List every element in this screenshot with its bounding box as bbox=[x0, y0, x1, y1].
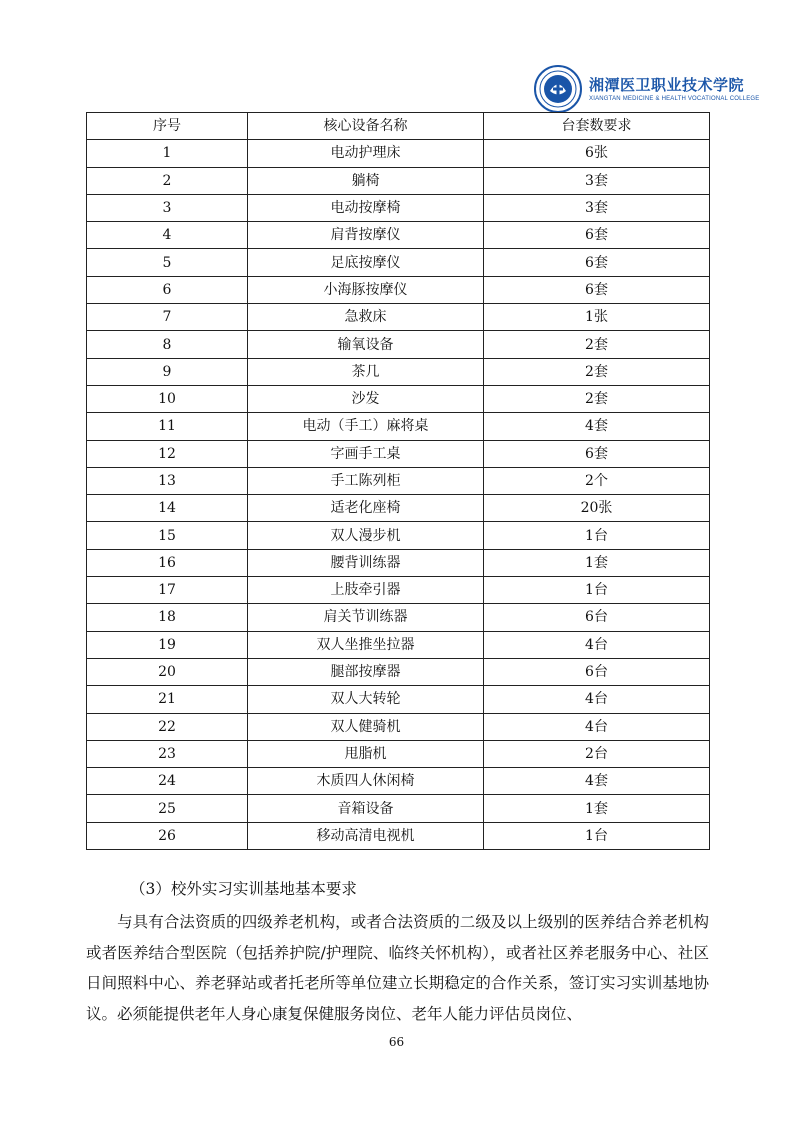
table-row bbox=[87, 768, 710, 795]
table-row bbox=[87, 495, 710, 522]
equipment-table bbox=[86, 112, 710, 850]
equipment-name-cell: 足底按摩仪 bbox=[248, 249, 484, 276]
equipment-name-cell: 手工陈列柜 bbox=[248, 467, 484, 494]
table-row bbox=[87, 304, 710, 331]
quantity-cell: 4台 bbox=[484, 631, 710, 658]
serial-number-cell: 12 bbox=[87, 440, 248, 467]
equipment-name-cell: 茶几 bbox=[248, 358, 484, 385]
equipment-name-cell: 电动（手工）麻将桌 bbox=[248, 413, 484, 440]
table-row bbox=[87, 413, 710, 440]
equipment-name-cell: 腿部按摩器 bbox=[248, 658, 484, 685]
quantity-cell: 6套 bbox=[484, 440, 710, 467]
equipment-name-cell: 适老化座椅 bbox=[248, 495, 484, 522]
serial-number-cell: 24 bbox=[87, 768, 248, 795]
table-row bbox=[87, 631, 710, 658]
table-row bbox=[87, 740, 710, 767]
quantity-cell: 20张 bbox=[484, 495, 710, 522]
table-row bbox=[87, 249, 710, 276]
table-row bbox=[87, 140, 710, 167]
table-row bbox=[87, 440, 710, 467]
quantity-cell: 6套 bbox=[484, 249, 710, 276]
serial-number-cell: 1 bbox=[87, 140, 248, 167]
serial-number-cell: 3 bbox=[87, 194, 248, 221]
equipment-name-cell: 躺椅 bbox=[248, 167, 484, 194]
table-row bbox=[87, 276, 710, 303]
table-body bbox=[87, 140, 710, 850]
serial-number-cell: 13 bbox=[87, 467, 248, 494]
equipment-name-cell: 双人坐推坐拉器 bbox=[248, 631, 484, 658]
table-row bbox=[87, 577, 710, 604]
quantity-cell: 6套 bbox=[484, 276, 710, 303]
table-row bbox=[87, 713, 710, 740]
equipment-name-cell: 肩关节训练器 bbox=[248, 604, 484, 631]
serial-number-cell: 14 bbox=[87, 495, 248, 522]
table-header-row bbox=[87, 113, 710, 140]
serial-number-cell: 22 bbox=[87, 713, 248, 740]
quantity-cell: 2套 bbox=[484, 385, 710, 412]
equipment-name-cell: 小海豚按摩仪 bbox=[248, 276, 484, 303]
serial-number-cell: 8 bbox=[87, 331, 248, 358]
quantity-cell: 6台 bbox=[484, 658, 710, 685]
equipment-name-cell: 腰背训练器 bbox=[248, 549, 484, 576]
equipment-name-cell: 上肢牵引器 bbox=[248, 577, 484, 604]
college-logo bbox=[533, 64, 760, 114]
serial-number-cell: 11 bbox=[87, 413, 248, 440]
quantity-cell: 6套 bbox=[484, 222, 710, 249]
serial-number-cell: 16 bbox=[87, 549, 248, 576]
quantity-cell: 1台 bbox=[484, 822, 710, 849]
serial-number-cell: 23 bbox=[87, 740, 248, 767]
quantity-cell: 1套 bbox=[484, 549, 710, 576]
serial-number-cell: 7 bbox=[87, 304, 248, 331]
serial-number-cell: 21 bbox=[87, 686, 248, 713]
header-quantity-requirement: 台套数要求 bbox=[484, 113, 710, 140]
equipment-name-cell: 电动护理床 bbox=[248, 140, 484, 167]
equipment-name-cell: 双人漫步机 bbox=[248, 522, 484, 549]
table-row bbox=[87, 222, 710, 249]
table-row bbox=[87, 795, 710, 822]
table-row bbox=[87, 686, 710, 713]
quantity-cell: 2套 bbox=[484, 331, 710, 358]
college-emblem-icon bbox=[533, 64, 583, 114]
equipment-name-cell: 双人大转轮 bbox=[248, 686, 484, 713]
quantity-cell: 4套 bbox=[484, 413, 710, 440]
table-row bbox=[87, 331, 710, 358]
table-row bbox=[87, 522, 710, 549]
serial-number-cell: 5 bbox=[87, 249, 248, 276]
quantity-cell: 1张 bbox=[484, 304, 710, 331]
table-row bbox=[87, 194, 710, 221]
table-row bbox=[87, 549, 710, 576]
page-number: 66 bbox=[388, 1035, 405, 1049]
college-name-english: XIANGTAN MEDICINE & HEALTH VOCATIONAL COLLEGE bbox=[589, 96, 760, 102]
serial-number-cell: 17 bbox=[87, 577, 248, 604]
serial-number-cell: 15 bbox=[87, 522, 248, 549]
equipment-name-cell: 沙发 bbox=[248, 385, 484, 412]
quantity-cell: 4台 bbox=[484, 713, 710, 740]
serial-number-cell: 26 bbox=[87, 822, 248, 849]
table-row bbox=[87, 385, 710, 412]
equipment-name-cell: 电动按摩椅 bbox=[248, 194, 484, 221]
section-subtitle: （3）校外实习实训基地基本要求 bbox=[130, 880, 357, 898]
serial-number-cell: 4 bbox=[87, 222, 248, 249]
quantity-cell: 6台 bbox=[484, 604, 710, 631]
quantity-cell: 4套 bbox=[484, 768, 710, 795]
quantity-cell: 3套 bbox=[484, 194, 710, 221]
equipment-name-cell: 双人健骑机 bbox=[248, 713, 484, 740]
equipment-name-cell: 移动高清电视机 bbox=[248, 822, 484, 849]
serial-number-cell: 25 bbox=[87, 795, 248, 822]
equipment-name-cell: 音箱设备 bbox=[248, 795, 484, 822]
header-equipment-name: 核心设备名称 bbox=[248, 113, 484, 140]
quantity-cell: 2台 bbox=[484, 740, 710, 767]
equipment-name-cell: 急救床 bbox=[248, 304, 484, 331]
quantity-cell: 1台 bbox=[484, 522, 710, 549]
equipment-name-cell: 木质四人休闲椅 bbox=[248, 768, 484, 795]
serial-number-cell: 9 bbox=[87, 358, 248, 385]
body-paragraph-text: 与具有合法资质的四级养老机构，或者合法资质的二级及以上级别的医养结合养老机构或者医养结合型医院（包括养护院/护理院、临终关怀机构），或者社区养老服务中心、社区日间照料中心、养老驿站或者托老所等单位建立长期稳定的合作关系，签订实习实训基地协议。必须能提供老年人身心康复保健服务岗位、老年人能力评估员岗位、 bbox=[86, 913, 709, 1023]
equipment-name-cell: 字画手工桌 bbox=[248, 440, 484, 467]
quantity-cell: 1套 bbox=[484, 795, 710, 822]
quantity-cell: 1台 bbox=[484, 577, 710, 604]
serial-number-cell: 10 bbox=[87, 385, 248, 412]
serial-number-cell: 20 bbox=[87, 658, 248, 685]
college-name: 湘潭医卫职业技术学院 bbox=[589, 76, 745, 94]
header-serial-number: 序号 bbox=[87, 113, 248, 140]
equipment-name-cell: 甩脂机 bbox=[248, 740, 484, 767]
serial-number-cell: 6 bbox=[87, 276, 248, 303]
serial-number-cell: 2 bbox=[87, 167, 248, 194]
quantity-cell: 2套 bbox=[484, 358, 710, 385]
quantity-cell: 4台 bbox=[484, 686, 710, 713]
quantity-cell: 2个 bbox=[484, 467, 710, 494]
table-row bbox=[87, 467, 710, 494]
equipment-name-cell: 输氧设备 bbox=[248, 331, 484, 358]
table-row bbox=[87, 658, 710, 685]
table-row bbox=[87, 822, 710, 849]
equipment-name-cell: 肩背按摩仪 bbox=[248, 222, 484, 249]
table-row bbox=[87, 604, 710, 631]
table-row bbox=[87, 167, 710, 194]
body-paragraph bbox=[86, 907, 709, 1029]
quantity-cell: 3套 bbox=[484, 167, 710, 194]
serial-number-cell: 19 bbox=[87, 631, 248, 658]
quantity-cell: 6张 bbox=[484, 140, 710, 167]
table-row bbox=[87, 358, 710, 385]
serial-number-cell: 18 bbox=[87, 604, 248, 631]
